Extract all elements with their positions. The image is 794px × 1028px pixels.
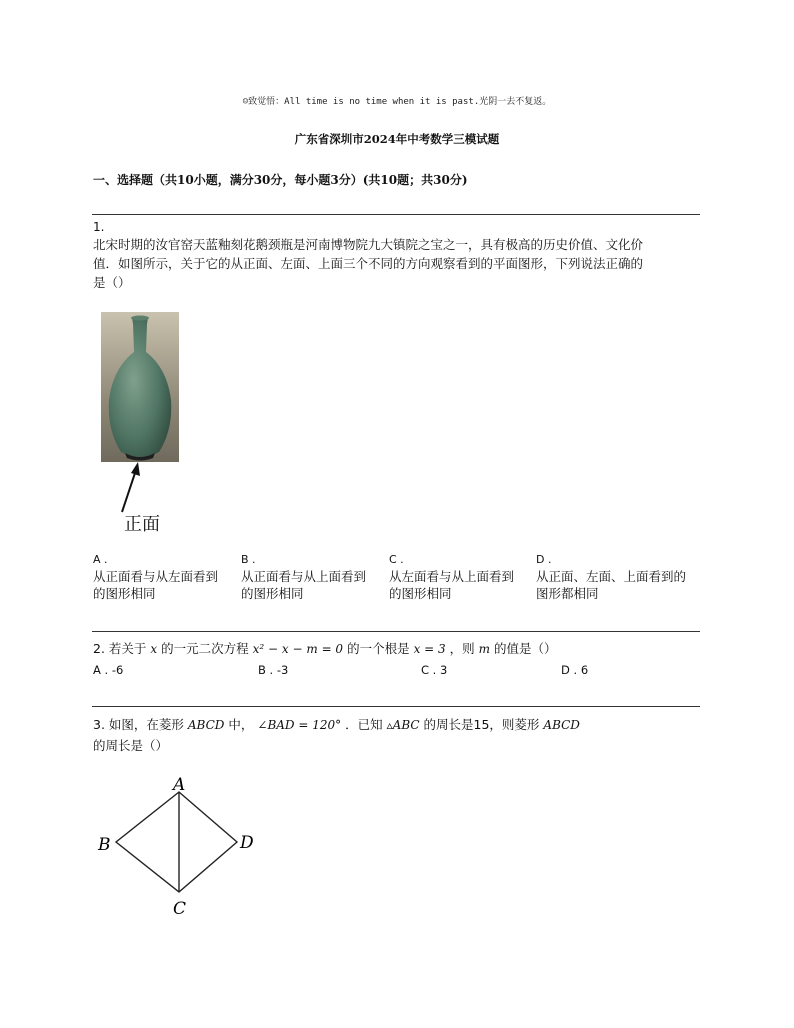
option-letter: A . bbox=[93, 553, 108, 566]
divider bbox=[92, 214, 700, 215]
option-letter: D . bbox=[536, 553, 552, 566]
vase-illustration bbox=[101, 312, 179, 462]
page-title: 广东省深圳市2024年中考数学三模试题 bbox=[294, 132, 500, 146]
arrow-pointer bbox=[110, 462, 150, 514]
math-shape: ABCD bbox=[543, 718, 580, 732]
divider bbox=[92, 706, 700, 707]
option-a[interactable] bbox=[93, 551, 238, 602]
motto: ☺致觉悟：All time is no time when it is past.光阴一去不复返。 bbox=[242, 97, 552, 107]
math-variable: x bbox=[150, 642, 158, 656]
option-letter: B . bbox=[241, 553, 256, 566]
math-root: x = 3 bbox=[413, 642, 446, 656]
text-segment: 中， bbox=[228, 717, 254, 732]
option-text: 的图形相同 bbox=[93, 586, 156, 601]
question-3-text bbox=[93, 715, 580, 735]
option-text: 的图形相同 bbox=[241, 586, 304, 601]
option-text: 的图形相同 bbox=[389, 586, 452, 601]
question-text-line: 值．如图所示，关于它的从正面、左面、上面三个不同的方向观察看到的平面图形，下列说法正确的 bbox=[93, 256, 644, 271]
option-b[interactable] bbox=[241, 551, 386, 602]
rhombus-diagram bbox=[92, 770, 262, 920]
text-segment: 的一元二次方程 bbox=[161, 641, 249, 656]
math-variable: m bbox=[478, 642, 491, 656]
text-segment: 2. 若关于 bbox=[93, 641, 147, 656]
question-text-line: 北宋时期的汝官窑天蓝釉刻花鹅颈瓶是河南博物院九大镇院之宝之一，具有极高的历史价值、文化价 bbox=[93, 237, 644, 252]
text-segment: 3. 如图，在菱形 bbox=[93, 717, 184, 732]
option-b[interactable]: B . -3 bbox=[258, 663, 289, 677]
vertex-label-d: D bbox=[240, 833, 254, 853]
option-text: 从正面、左面、上面看到的 bbox=[536, 569, 687, 584]
rhombus-outline bbox=[116, 792, 237, 892]
question-text-line: 是（） bbox=[93, 275, 131, 290]
math-angle: ∠BAD = 120° bbox=[257, 718, 342, 732]
option-a[interactable]: A . -6 bbox=[93, 663, 124, 677]
vase-photo bbox=[101, 312, 179, 462]
option-letter: C . bbox=[389, 553, 404, 566]
question-2-text bbox=[93, 639, 557, 659]
divider bbox=[92, 631, 700, 632]
option-d[interactable]: D . 6 bbox=[561, 663, 589, 677]
math-triangle: ▵ABC bbox=[386, 718, 420, 732]
option-d[interactable] bbox=[536, 551, 701, 602]
section-heading: 一、选择题（共10小题，满分30分，每小题3分）(共10题；共30分) bbox=[93, 173, 468, 187]
option-c[interactable]: C . 3 bbox=[421, 663, 448, 677]
vertex-label-b: B bbox=[98, 835, 111, 855]
question-text-line: 的周长是（） bbox=[93, 738, 169, 753]
option-text: 从正面看与从左面看到 bbox=[93, 569, 219, 584]
option-text: 图形都相同 bbox=[536, 586, 599, 601]
question-number: 1. bbox=[93, 220, 105, 234]
math-equation: x² − x − m = 0 bbox=[252, 642, 344, 656]
text-segment: ，则 bbox=[449, 641, 475, 656]
text-segment: ．已知 bbox=[345, 717, 383, 732]
vertex-label-c: C bbox=[173, 899, 187, 919]
math-shape: ABCD bbox=[187, 718, 225, 732]
text-segment: 的值是（） bbox=[494, 641, 557, 656]
option-text: 从左面看与从上面看到 bbox=[389, 569, 515, 584]
vertex-label-a: A bbox=[173, 775, 186, 795]
option-text: 从正面看与从上面看到 bbox=[241, 569, 367, 584]
text-segment: 的一个根是 bbox=[347, 641, 410, 656]
option-c[interactable] bbox=[389, 551, 534, 602]
text-segment: 的周长是15，则菱形 bbox=[423, 717, 540, 732]
figure-label: 正面 bbox=[124, 514, 160, 535]
